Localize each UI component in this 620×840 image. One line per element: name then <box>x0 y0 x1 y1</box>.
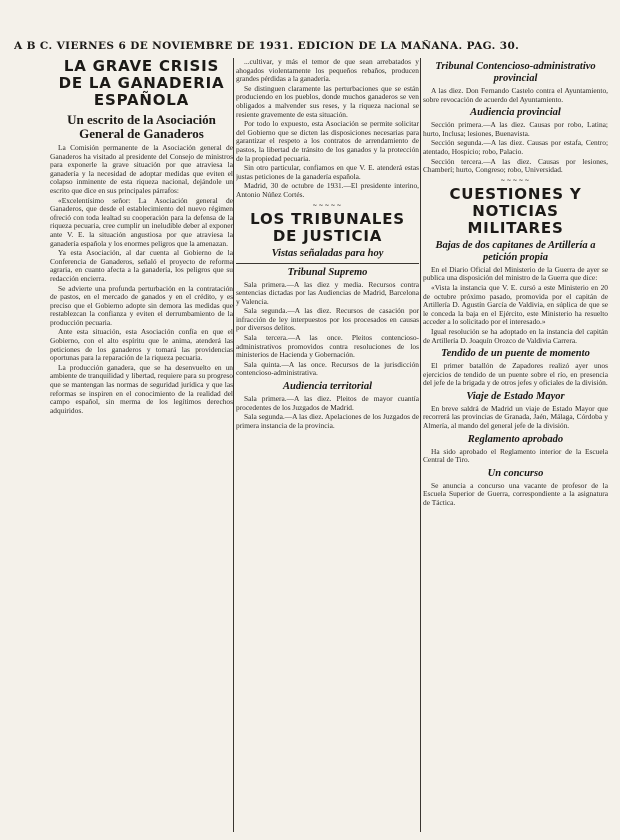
paragraph: En el Diario Oficial del Ministerio de la Guerra de ayer se publica una disposición del ministro de la Guerra que dice: <box>423 264 608 283</box>
paragraph: La producción ganadera, que se ha desenvuelto en un ambiente de tranquilidad y libertad, requiere para su progreso que se mantengan las normas de seguridad jurídica y que las reformas se inspiren en el conocimiento de la realidad del campo español, sin merma de los legítimos derechos adquiridos. <box>50 362 233 415</box>
paragraph: Sin otro particular, confiamos en que V. E. atenderá estas justas peticiones de la ganadería española. <box>236 163 419 181</box>
paragraph: Sala primera.—A las diez y media. Recursos contra sentencias dictadas por las Audiencias de Madrid, Barcelona y Valencia. <box>236 279 419 306</box>
page-header: A B C. VIERNES 6 DE NOVIEMBRE DE 1931. EDICION DE LA MAÑANA. PAG. 30. <box>14 40 520 52</box>
paragraph: Sección primera.—A las diez. Causas por robo, Latina; hurto, Inclusa; lesiones, Buenavista. <box>423 120 608 138</box>
subhead-asociacion: Un escrito de la Asociación General de Ganaderos <box>67 112 216 141</box>
paragraph: Sala primera.—A las diez. Pleitos de mayor cuantía procedentes de los Juzgados de Madrid. <box>236 394 419 412</box>
paragraph: Sala tercera.—A las once. Pleitos contencioso-administrativos promovidos contra resoluciones de los ministerios de Hacienda y Gobernación. <box>236 333 419 360</box>
subhead-puente: Tendido de un puente de momento <box>441 348 590 360</box>
paragraph: En breve saldrá de Madrid un viaje de Estado Mayor que recorrerá las provincias de Granada, Jaén, Málaga, Córdoba y Almería, al mando del general jefe de la división. <box>423 403 608 431</box>
subhead-bajas: Bajas de dos capitanes de Artillería a petición propia <box>435 239 596 263</box>
tribunal-body <box>423 87 608 104</box>
subhead-estado-mayor: Viaje de Estado Mayor <box>466 390 565 402</box>
paragraph: «Excelentísimo señor: La Asociación general de Ganaderos, que desde el establecimiento del nuevo régimen ofreció con toda lealtad su cooperación para la defensa de la riqueza pecuaria, cree cumplir un ineludible deber al exponer ante V. E. la situación angustiosa por que atraviesa la ganadería española y los enormes peligros que la amenazan. <box>50 195 233 248</box>
paragraph: Igual resolución se ha adoptado en la instancia del capitán de Artillería D. Joaquín Orozco de Valdivia Carrera. <box>423 326 608 345</box>
paragraph: A las diez. Don Fernando Castelo contra el Ayuntamiento, sobre revocación de acuerdo del Ayuntamiento. <box>423 86 608 104</box>
ornament-divider: ~~~~~ <box>500 176 531 184</box>
article-continuation <box>236 58 419 200</box>
military-body-4 <box>423 448 608 465</box>
paragraph: Se advierte una profunda perturbación en la contratación de pastos, en el mercado de ganados y en el crédito, y es preciso que el Gobierno adopte sin demora las medidas que restablezcan la confianza y eviten el derrumbamiento de la producción pecuaria. <box>50 283 233 327</box>
paragraph: La Comisión permanente de la Asociación general de Ganaderos ha visitado al presidente del Consejo de ministros para exponerle la grave situación por que atraviesa la ganadería y la necesidad de adoptar medidas que eviten el colapso inminente de esta riqueza nacional, dejándole un escrito que dice en sus principales párrafos: <box>50 143 233 195</box>
paragraph: Se distinguen claramente las perturbaciones que se están produciendo en los pueblos, donde muchos ganaderos se ven obligados a malvender sus reses, y la riqueza nacional se resiente gravemente de esta situación. <box>236 83 419 119</box>
paragraph: ...cultivar, y más el temor de que sean arrebatados y ahogados violentamente los pequeños rebaños, producen grandes pérdidas a la ganadería. <box>236 58 419 84</box>
column-rule-2 <box>420 58 421 832</box>
paragraph: Por todo lo expuesto, esta Asociación se permite solicitar del Gobierno que se dicten las disposiciones necesarias para garantizar el respeto a los contratos de arrendamiento de pastos, la libertad de tránsito de los ganados y la protección de la propiedad pecuaria. <box>236 119 419 163</box>
subhead-supremo: Tribunal Supremo <box>287 266 368 278</box>
paragraph: Se anuncia a concurso una vacante de profesor de la Escuela Superior de Guerra, correspondiente a la asignatura de Táctica. <box>423 480 608 508</box>
headline-tribunales: LOS TRIBUNALES DE JUSTICIA <box>250 209 405 245</box>
paragraph: Madrid, 30 de octubre de 1931.—El presidente interino, Antonio Núñez Cortés. <box>236 181 419 199</box>
audiencia-provincial-body <box>423 121 608 175</box>
column-2 <box>236 58 419 840</box>
paragraph: Sala segunda.—A las diez. Apelaciones de los Juzgados de primera instancia de la provincia. <box>236 412 419 430</box>
subhead-reglamento: Reglamento aprobado <box>467 433 564 445</box>
paragraph: Ya esta Asociación, al dar cuenta al Gobierno de la Conferencia de Ganaderos, señaló el proyecto de reforma agraria, en cuanto afecta a la ganadería, los peligros que su redacción encierra. <box>50 248 233 283</box>
headline-ganaderia: LA GRAVE CRISIS DE LA GANADERIA ESPAÑOLA <box>58 58 225 109</box>
military-body-3 <box>423 405 608 431</box>
paragraph: El primer batallón de Zapadores realizó ayer unos ejercicios de tendido de un puente sobre el río, en presencia del jefe de la brigada y de otros jefes y oficiales de la división. <box>423 361 608 388</box>
article-body <box>50 144 233 415</box>
column-1 <box>50 58 233 840</box>
subhead-concurso: Un concurso <box>487 467 544 479</box>
headline-militares: CUESTIONES Y NOTICIAS MILITARES <box>449 184 582 237</box>
military-body-1 <box>423 266 608 345</box>
paragraph: Sección tercera.—A las diez. Causas por lesiones, Chamberí; hurto, Congreso; robo, Universidad. <box>423 156 608 175</box>
paragraph: Sección segunda.—A las diez. Causas por estafa, Centro; atentado, Hospicio; robo, Palacio. <box>423 138 608 156</box>
paragraph: Ante esta situación, esta Asociación confía en que el Gobierno, con el alto espíritu que le anima, atenderá las peticiones de los ganaderos y tomará las providencias oportunas para la reparación de la riqueza pecuaria. <box>50 327 233 363</box>
subhead-tribunal-contencioso: Tribunal Contencioso-administrativo provincial <box>435 61 596 84</box>
paragraph: Sala quinta.—A las once. Recursos de la jurisdicción contencioso-administrativa. <box>236 359 419 378</box>
paragraph: Ha sido aprobado el Reglamento interior de la Escuela Central de Tiro. <box>423 446 608 465</box>
column-rule-1 <box>233 58 234 832</box>
column-3 <box>423 58 608 840</box>
paragraph: Sala segunda.—A las diez. Recursos de casación por infracción de ley interpuestos por los procesados en causas por diversos delitos. <box>236 306 419 333</box>
military-body-2 <box>423 362 608 388</box>
paragraph: «Vista la instancia que V. E. cursó a este Ministerio en 20 de octubre próximo pasado, promovida por el capitán de Artillería D. Agustín García de Valdivia, en súplica de que se le conceda la baja en el Ejército, este Ministerio ha resuelto acceder a lo solicitado por el interesado.» <box>423 282 608 327</box>
rule <box>236 263 419 264</box>
ornament-divider: ~~~~~ <box>312 201 343 209</box>
supremo-body <box>236 281 419 379</box>
subhead-audiencia-territorial: Audiencia territorial <box>283 381 372 393</box>
military-body-5 <box>423 482 608 508</box>
subhead-vistas: Vistas señaladas para hoy <box>271 247 384 259</box>
audiencia-body <box>236 395 419 430</box>
subhead-audiencia-provincial: Audiencia provincial <box>470 107 561 119</box>
